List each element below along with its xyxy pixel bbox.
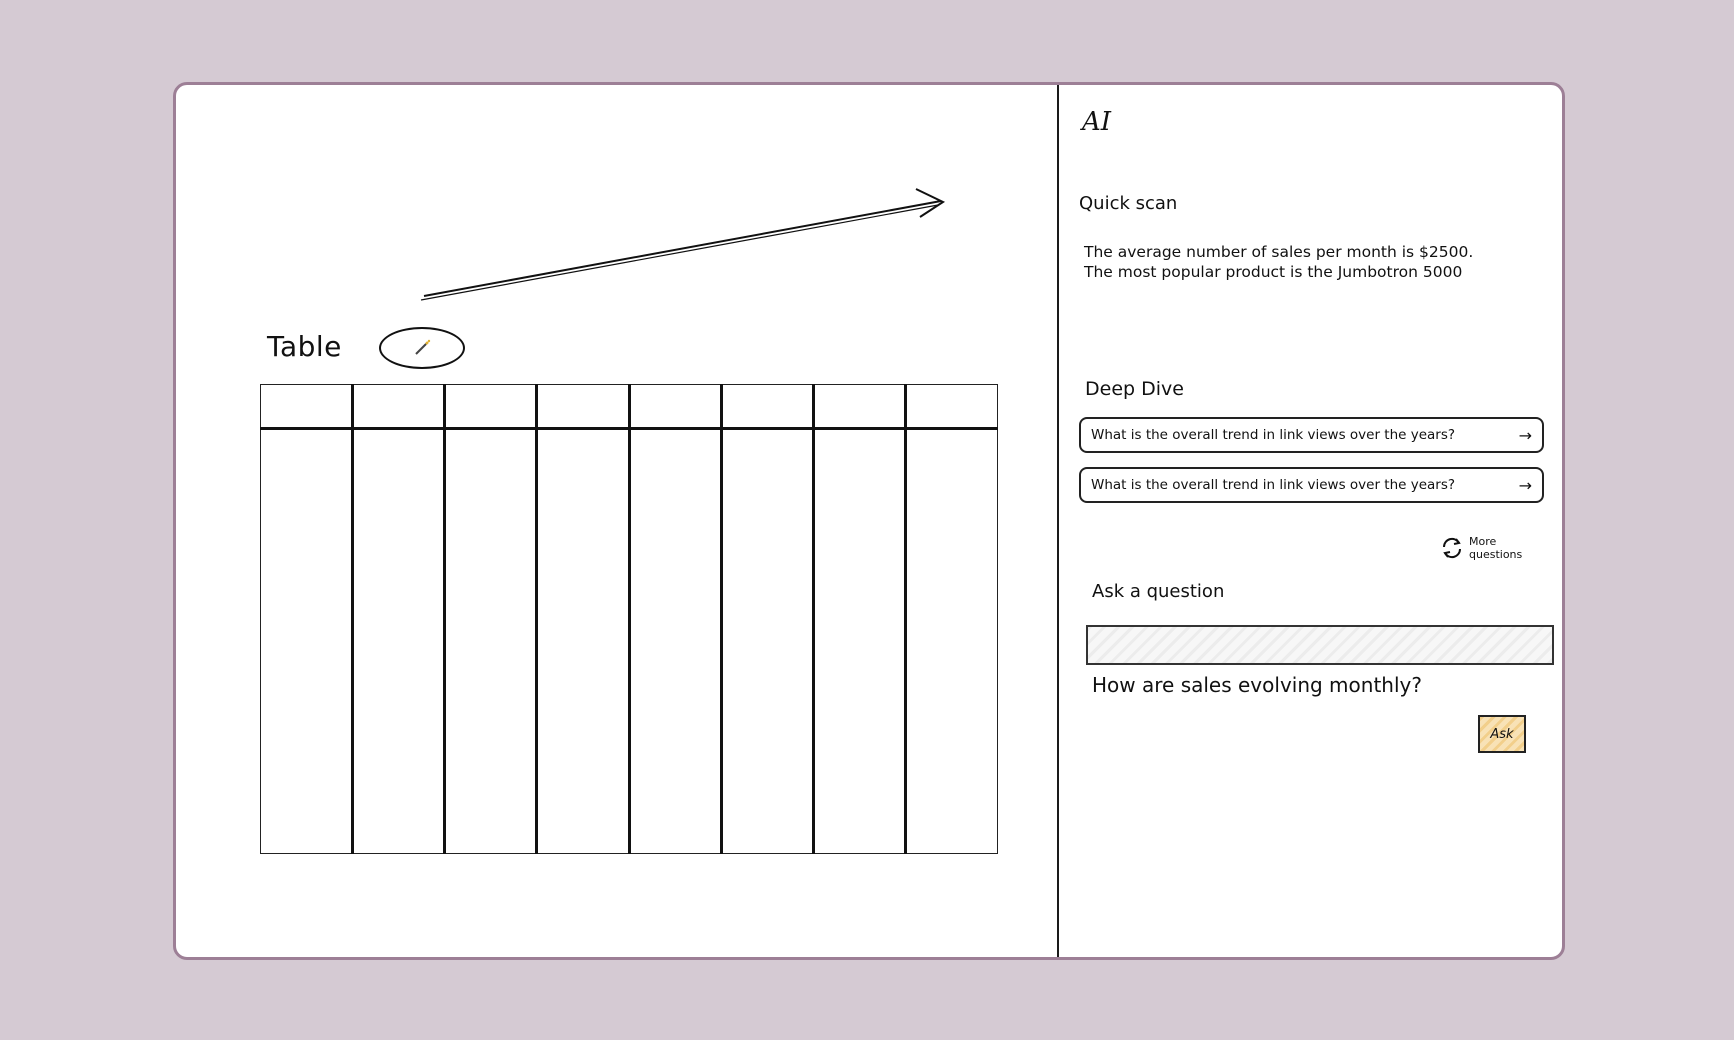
- ai-analyze-button[interactable]: [379, 327, 465, 369]
- table-cell: [445, 429, 537, 854]
- deep-dive-question-button[interactable]: [1079, 467, 1544, 503]
- table-header-cell: [813, 385, 905, 429]
- ask-button[interactable]: Ask: [1478, 715, 1526, 753]
- data-table-grid: [260, 384, 998, 854]
- table-cell: [537, 429, 629, 854]
- arrow-right-icon: →: [1518, 425, 1532, 445]
- table-cell: [905, 429, 997, 854]
- table-cell: [353, 429, 445, 854]
- deep-dive-question-text: What is the overall trend in link views over the years?: [1091, 427, 1456, 443]
- ai-panel-title: AI: [1082, 107, 1112, 137]
- app-window: [173, 82, 1565, 960]
- table-header-cell: [353, 385, 445, 429]
- table-row: [261, 429, 998, 854]
- more-questions-button[interactable]: [1439, 535, 1529, 561]
- magic-wand-icon: [411, 337, 433, 359]
- deep-dive-label: Deep Dive: [1085, 378, 1184, 400]
- refresh-icon: [1439, 535, 1465, 561]
- data-table: [260, 384, 998, 859]
- ask-question-example: How are sales evolving monthly?: [1092, 673, 1422, 697]
- table-header-cell: [445, 385, 537, 429]
- table-cell: [721, 429, 813, 854]
- quick-scan-label: Quick scan: [1079, 193, 1178, 214]
- more-questions-label: More questions: [1469, 535, 1523, 561]
- quick-scan-summary: The average number of sales per month is $2500. The most popular product is the Jumbotron 5000: [1084, 243, 1474, 281]
- table-title: Table: [267, 330, 342, 363]
- table-header-cell: [629, 385, 721, 429]
- table-cell: [261, 429, 353, 854]
- table-cell: [629, 429, 721, 854]
- ask-question-label: Ask a question: [1092, 581, 1225, 602]
- table-header-cell: [721, 385, 813, 429]
- table-cell: [813, 429, 905, 854]
- table-header-cell: [261, 385, 353, 429]
- table-header-cell: [537, 385, 629, 429]
- deep-dive-question-button[interactable]: [1079, 417, 1544, 453]
- table-header-cell: [905, 385, 997, 429]
- ai-panel: [1059, 85, 1562, 957]
- table-header-row: [261, 385, 998, 429]
- arrow-right-icon: →: [1518, 475, 1532, 495]
- ask-question-input[interactable]: [1086, 625, 1554, 665]
- deep-dive-question-text: What is the overall trend in link views over the years?: [1091, 477, 1456, 493]
